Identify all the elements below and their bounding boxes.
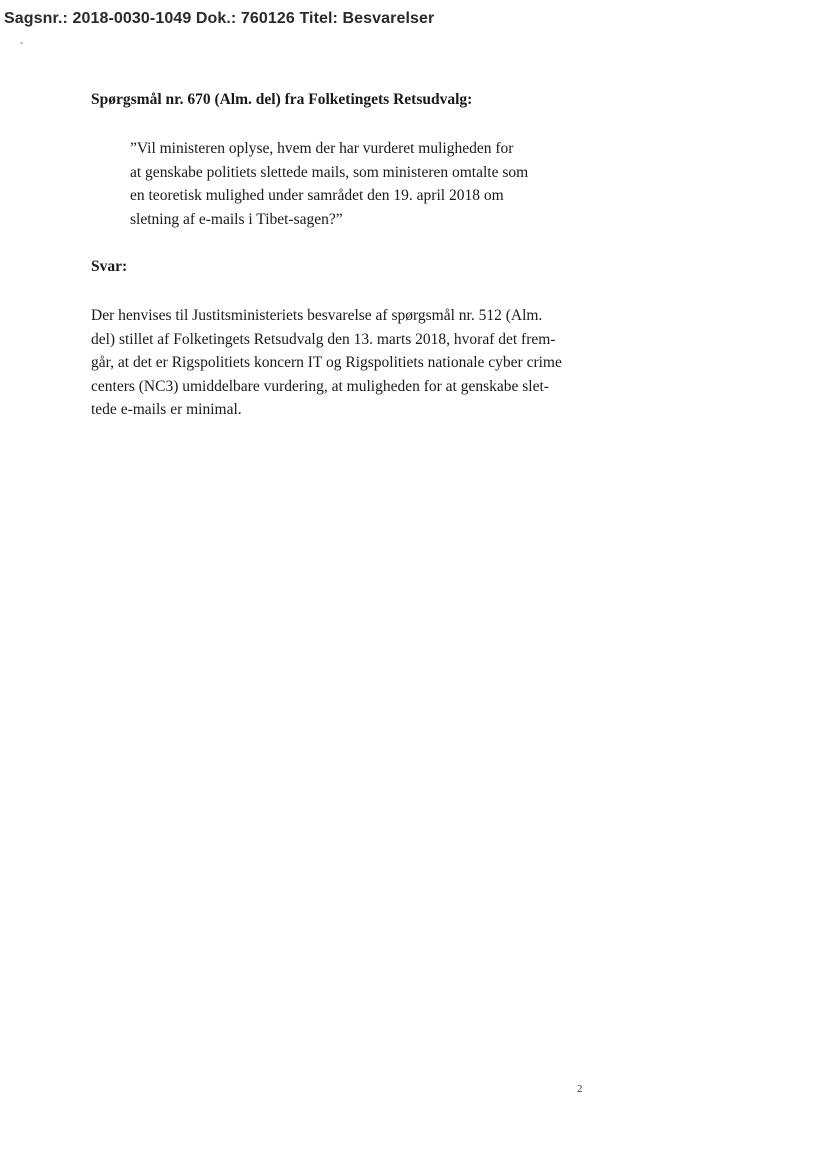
question-line: en teoretisk mulighed under samrådet den 19. april 2018 om (130, 187, 504, 204)
answer-paragraph (91, 304, 611, 422)
answer-line: går, at det er Rigspolitiets koncern IT og Rigspolitiets nationale cyber crime (91, 354, 562, 371)
answer-line: centers (NC3) umiddelbare vurdering, at muligheden for at genskabe slet- (91, 377, 549, 395)
page-number: 2 (577, 1083, 583, 1095)
answer-line: Der henvises til Justitsministeriets besvarelse af spørgsmål nr. 512 (Alm. (91, 307, 543, 324)
question-line: sletning af e-mails i Tibet-sagen?” (130, 210, 343, 228)
question-line: at genskabe politiets slettede mails, som ministeren omtalte som (130, 163, 529, 181)
question-line: ”Vil ministeren oplyse, hvem der har vurderet muligheden for (130, 140, 514, 157)
answer-line: del) stillet af Folketingets Retsudvalg den 13. marts 2018, hvoraf det frem- (91, 330, 556, 348)
answer-heading: Svar: (91, 258, 128, 275)
question-heading: Spørgsmål nr. 670 (Alm. del) fra Folketingets Retsudvalg: (91, 91, 473, 108)
question-quote (130, 137, 560, 231)
scan-speck (20, 42, 23, 44)
document-stamp: Sagsnr.: 2018-0030-1049 Dok.: 760126 Titel: Besvarelser (4, 10, 435, 27)
answer-line: tede e-mails er minimal. (91, 401, 242, 418)
